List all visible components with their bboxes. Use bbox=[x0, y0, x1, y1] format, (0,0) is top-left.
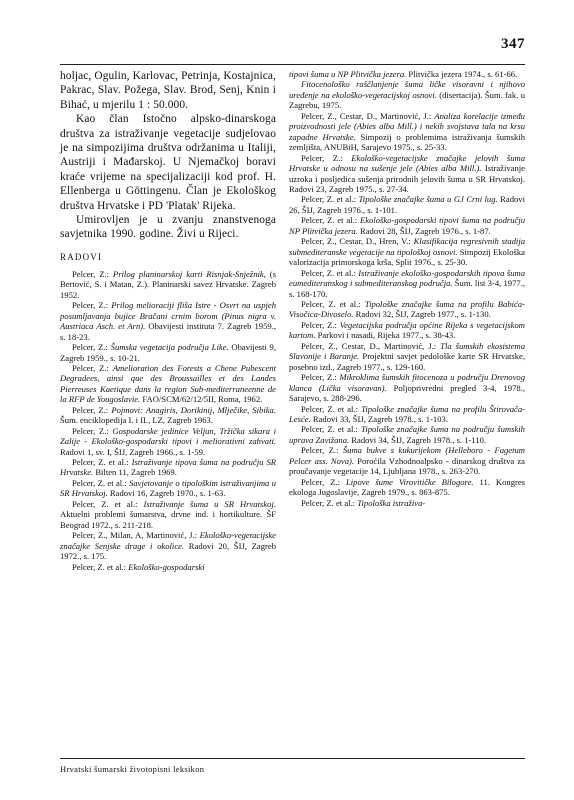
reference-details: Obavijesti instituta 7. Zagreb 1959., s. 18-23. bbox=[60, 321, 276, 342]
reference-entry bbox=[289, 445, 525, 476]
reference-title: Šuma bukve s kukurijekom (Helleboro - Fagetum Pelcer ass. Nova). bbox=[289, 445, 525, 466]
reference-details: Radovi 33, ŠIJ, Zagreb 1978., s. 1-103. bbox=[310, 413, 448, 424]
reference-title: Klasifikacija regresivnih stadija submediteranske vegetacije na tipološkoj osnovi. bbox=[289, 236, 526, 257]
reference-details: Simpozij Ekološka valorizacija primorskoga krša, Split 1976., s. 25-30. bbox=[289, 246, 525, 268]
reference-entry bbox=[289, 215, 525, 236]
reference-title: Istraživanje šuma u SR Hrvatskoj. bbox=[143, 498, 276, 509]
reference-entry bbox=[60, 342, 276, 363]
reference-title: Tipološke značajke šuma na profilu Babića-Visočica-Divoselo. bbox=[289, 298, 525, 320]
reference-entry bbox=[289, 372, 525, 403]
reference-author: Pelcer, Z., Cestar, D., Martinović, J.: bbox=[301, 340, 441, 351]
reference-details: Šum. list 3-4, 1977., s. 168-170. bbox=[289, 278, 525, 299]
reference-details: Parkovi i nasadi, Rijeka 1977., s. 38-43. bbox=[315, 330, 456, 341]
bio-paragraph: holjac, Ogulin, Karlovac, Petrinja, Kostajnica, Pakrac, Slav. Požega, Slav. Brod, Senj, Knin i Bihać, u mjerilu 1 : 50.000. bbox=[60, 70, 276, 111]
footer-title: Hrvatski šumarski životopisni leksikon bbox=[60, 764, 205, 774]
reference-entry bbox=[60, 363, 276, 405]
reference-entry bbox=[289, 194, 525, 215]
reference-details: Poroćila Vzhodnoalpsko - dinarskog društva za proučavanje vegetacije 14, Ljubljana 1978., s. 263-270. bbox=[289, 455, 526, 477]
reference-author: Pelcer, Z. et al.: bbox=[301, 424, 362, 435]
reference-title: Analiza korelacije između proizvodnosti jele (Abies alba Mill.) i nekih svojstava tala na krsu zapadne Hrvatske. bbox=[289, 110, 525, 142]
reference-entry bbox=[289, 477, 525, 498]
reference-author: Pelcer, Z.: bbox=[72, 268, 113, 279]
reference-title: Prilog melioraciji fliša Istre - Osvrt na uspjeh posumljavanja bujice Bračani crnim borom (Pinus nigra v. Austriaca Asch. et Arn). bbox=[60, 300, 276, 332]
bottom-rule bbox=[60, 758, 525, 759]
reference-entry bbox=[60, 426, 276, 457]
reference-entry bbox=[289, 79, 525, 110]
reference-author: Pelcer, Z.: bbox=[301, 319, 340, 330]
reference-author: Pelcer, Z. et al.: bbox=[72, 457, 132, 468]
reference-author: Pelcer, Z. et al.: bbox=[72, 477, 130, 488]
reference-title: Mikroklima šumskih fitocenoza u području Drenovog klanca (Lička visoravan). bbox=[289, 372, 525, 393]
reference-entry bbox=[60, 478, 276, 499]
reference-title: Istraživanje ekološko-gospodarskih tipova šuma eumediteranskog i submediteranskog područja. bbox=[289, 267, 525, 289]
reference-details: Radovi 26, ŠIJ, Zagreb 1976., s. 1-101. bbox=[289, 194, 525, 215]
reference-details: Projektni savjet pedološke karte SR Hrvatske, posebno izd., Zagreb 1977., s. 129-160. bbox=[289, 351, 525, 372]
reference-author: Pelcer, Z.: bbox=[72, 342, 111, 353]
reference-entry bbox=[289, 268, 525, 299]
reference-title: Ekološko-gospodarski tipovi šuma na području NP Plitvička jezera. bbox=[289, 215, 525, 236]
reference-author: Pelcer, Z. et al.: bbox=[301, 267, 359, 278]
reference-author: Pelcer, Z., Cestar, D., Hren, V.: bbox=[301, 236, 414, 247]
reference-title: Tipološke značajke šuma u GJ Crni lug. bbox=[358, 194, 498, 205]
reference-author: Pelcer, Z.: bbox=[301, 445, 343, 456]
reference-title: Amelioration des Forests a Chene Pubescent Degradees, ainsi que des Broussailles et des Landes Pierreuses Kaetique dans la region Sub-mediterraneenne de la RFP de Yougoslavie. bbox=[60, 362, 276, 405]
reference-title: Šumska vegetacija područja Like. bbox=[110, 342, 229, 353]
top-rule bbox=[60, 64, 525, 65]
reference-title: Tipološke značajke šuma na području šumskih uprava Zavižana. bbox=[289, 424, 525, 445]
left-reference-list bbox=[60, 269, 276, 572]
reference-details: Obavijesti 9, Zagreb 1959., s. 10-21. bbox=[60, 342, 276, 363]
reference-details: FAO/SCM/62/12/5II, Roma, 1962. bbox=[140, 394, 263, 405]
reference-entry bbox=[289, 236, 525, 267]
reference-author: Pelcer, Z. et al.: bbox=[72, 498, 144, 509]
reference-title: Vegetacijska područja općine Rijeka s vegetacijskom kartom. bbox=[289, 319, 525, 341]
reference-entry bbox=[289, 153, 525, 195]
section-heading-radovi: RADOVI bbox=[60, 251, 103, 262]
reference-author: Pelcer, Z.: bbox=[72, 300, 112, 311]
reference-author: Pelcer, Z., Milan, A, Martinović, J.: bbox=[72, 530, 200, 541]
reference-entry bbox=[289, 341, 525, 372]
reference-title: Lipove šume Virovitičke Bilogore. bbox=[345, 476, 474, 487]
reference-author: Pelcer, Z.: bbox=[72, 425, 113, 436]
reference-author: Pelcer, Z. et al.: bbox=[301, 403, 362, 414]
reference-entry bbox=[289, 320, 525, 341]
reference-details: Bilten 11, Zagreb 1969. bbox=[93, 467, 177, 478]
reference-title: tipovi šuma u NP Plitvička jezera. bbox=[289, 69, 407, 79]
reference-author: Pelcer, Z. et al.: bbox=[301, 194, 359, 205]
reference-title: Ekološko-vegetacijske značajke Senjske drage i okolice. bbox=[60, 530, 276, 551]
reference-entry bbox=[60, 499, 276, 530]
reference-author: Pelcer, Z. et al.: bbox=[301, 215, 360, 226]
reference-title: Ekološko-gospodarski bbox=[128, 561, 205, 572]
reference-entry bbox=[60, 562, 276, 572]
reference-details: Radovi 1, sv. I, ŠIJ, Zagreb 1966., s. 1-59. bbox=[60, 446, 206, 457]
reference-entry bbox=[289, 404, 525, 425]
reference-details: Simpozij o problemima istraživanja šumskih zemljišta, ANUBiH, Sarajevo 1975., s. 25-33. bbox=[289, 131, 526, 153]
right-reference-list bbox=[289, 69, 525, 508]
reference-title: Tla šumskih ekosistema Slavonije i Baranje. bbox=[289, 340, 525, 362]
reference-details: Poljoprivredni pregled 3-4, 1978., Sarajevo, s. 288-296. bbox=[289, 382, 525, 404]
reference-entry bbox=[289, 424, 525, 445]
reference-entry bbox=[289, 111, 525, 153]
bio-paragraph: Kao član Istočno alpsko-dinarskoga društva za istraživanje vegetacije sudjelovao je na simpozijima društva održanima u Italiji, Austriji i Mađarskoj. U Njemačkoj boravi kraće vrijeme na specijalizaciji kod prof. H. Ellenberga u Göttingenu. Član je Ekološkog društva Hrvatske i PD 'Platak' Rijeka. bbox=[60, 113, 276, 212]
reference-author: Pelcer, Z.: bbox=[301, 152, 352, 163]
reference-details: Plitvička jezera 1974., s. 61-66. bbox=[406, 69, 518, 79]
reference-entry bbox=[60, 457, 276, 478]
reference-details: (disertacija). Šum. fak. u Zagrebu, 1975. bbox=[289, 89, 526, 111]
reference-author: Pelcer, Z.: bbox=[301, 476, 346, 487]
reference-title: Ekološko-vegetacijske značajke jelovih šuma Hrvatske u odnosu na sušenje jele (Abies alba Mill.). bbox=[289, 152, 526, 174]
reference-details: 11. Kongres ekologa Jugoslavije, Zagreb 1979., s. 863-875. bbox=[289, 476, 526, 498]
reference-title: Gospodarske jedinice Veljun, Tržička sikara i Zalije - Ekološko-gospodarski tipovi i meliorativni zahvati. bbox=[60, 425, 276, 447]
reference-author: Pelcer, Z.: bbox=[72, 362, 113, 373]
reference-author: Pelcer, Z. et al.: bbox=[301, 298, 365, 309]
reference-title: Prilog planinarskoj karti Risnjak-Snježnik, bbox=[112, 268, 266, 279]
reference-details: Radovi 16, Zagreb 1970., s. 1-63. bbox=[107, 488, 226, 499]
page-number: 347 bbox=[501, 36, 525, 52]
reference-entry bbox=[289, 69, 525, 79]
reference-title: Istraživanje tipova šuma na području SR Hrvatske. bbox=[60, 457, 276, 478]
reference-author: Pelcer, Z., Cestar, D., Martinović, J.: bbox=[301, 110, 435, 121]
reference-details: (s Bertović, S. i Matan, Z.). Planinarski savez Hrvatske. Zagreb 1952. bbox=[60, 268, 277, 300]
reference-title: Fitocenološko raščlanjenje šuma ličke visoravni i njihovo uređenje na ekološko-vegetacijskoj osnovi. bbox=[289, 79, 525, 100]
reference-entry bbox=[60, 405, 276, 426]
left-column bbox=[60, 69, 276, 572]
right-column bbox=[289, 69, 525, 508]
biography-text bbox=[60, 69, 276, 242]
reference-details: Istraživanje uzroka i posljedica sušenja prirodnih jelovih šuma u SR Hrvatskoj. Radovi 23, Zagreb 1975., s. 27-34. bbox=[289, 163, 525, 194]
bio-paragraph: Umirovljen je u zvanju znanstvenoga savjetnika 1990. godine. Živi u Rijeci. bbox=[60, 214, 276, 241]
reference-entry bbox=[289, 299, 525, 320]
reference-entry bbox=[60, 530, 276, 561]
reference-title: Tipološka istraživa- bbox=[357, 497, 426, 508]
reference-details: Radovi 34, ŠIJ, Zagreb 1978., s. 1-110. bbox=[349, 434, 487, 445]
reference-author: Pelcer, Z.: bbox=[301, 372, 340, 383]
reference-title: Savjetovanje o tipološkim istraživanjima u SR Hrvatskoj. bbox=[60, 477, 276, 499]
reference-details: Radovi 28, ŠIJ, Zagreb 1976., s. 1-87. bbox=[357, 225, 491, 236]
reference-entry bbox=[60, 300, 276, 342]
reference-entry bbox=[60, 269, 276, 300]
reference-author: Pelcer, Z. et al.: bbox=[72, 561, 129, 572]
reference-details: Radovi 32, ŠIJ, Zagreb 1977., s. 1-130. bbox=[353, 309, 491, 320]
reference-entry bbox=[289, 498, 525, 508]
reference-details: Radovi 20, ŠIJ, Zagreb 1972., s. 175. bbox=[60, 540, 276, 562]
reference-author: Pelcer, Z.: bbox=[72, 404, 112, 415]
reference-author: Pelcer, Z. et al.: bbox=[301, 497, 358, 508]
reference-title: Tipološke značajke šuma na profilu Štirovača-Lesće. bbox=[289, 403, 525, 424]
reference-details: Šum. enciklopedija I. i II., LZ, Zagreb 1963. bbox=[60, 415, 213, 426]
reference-title: Pojmovi: Anagiris, Dorikinij, Mlječike, Sibika. bbox=[111, 404, 276, 415]
reference-details: Aktuelni problemi šumarstva, drvne ind. i hortikulture. ŠF Beograd 1972., s. 211-218. bbox=[60, 509, 276, 530]
